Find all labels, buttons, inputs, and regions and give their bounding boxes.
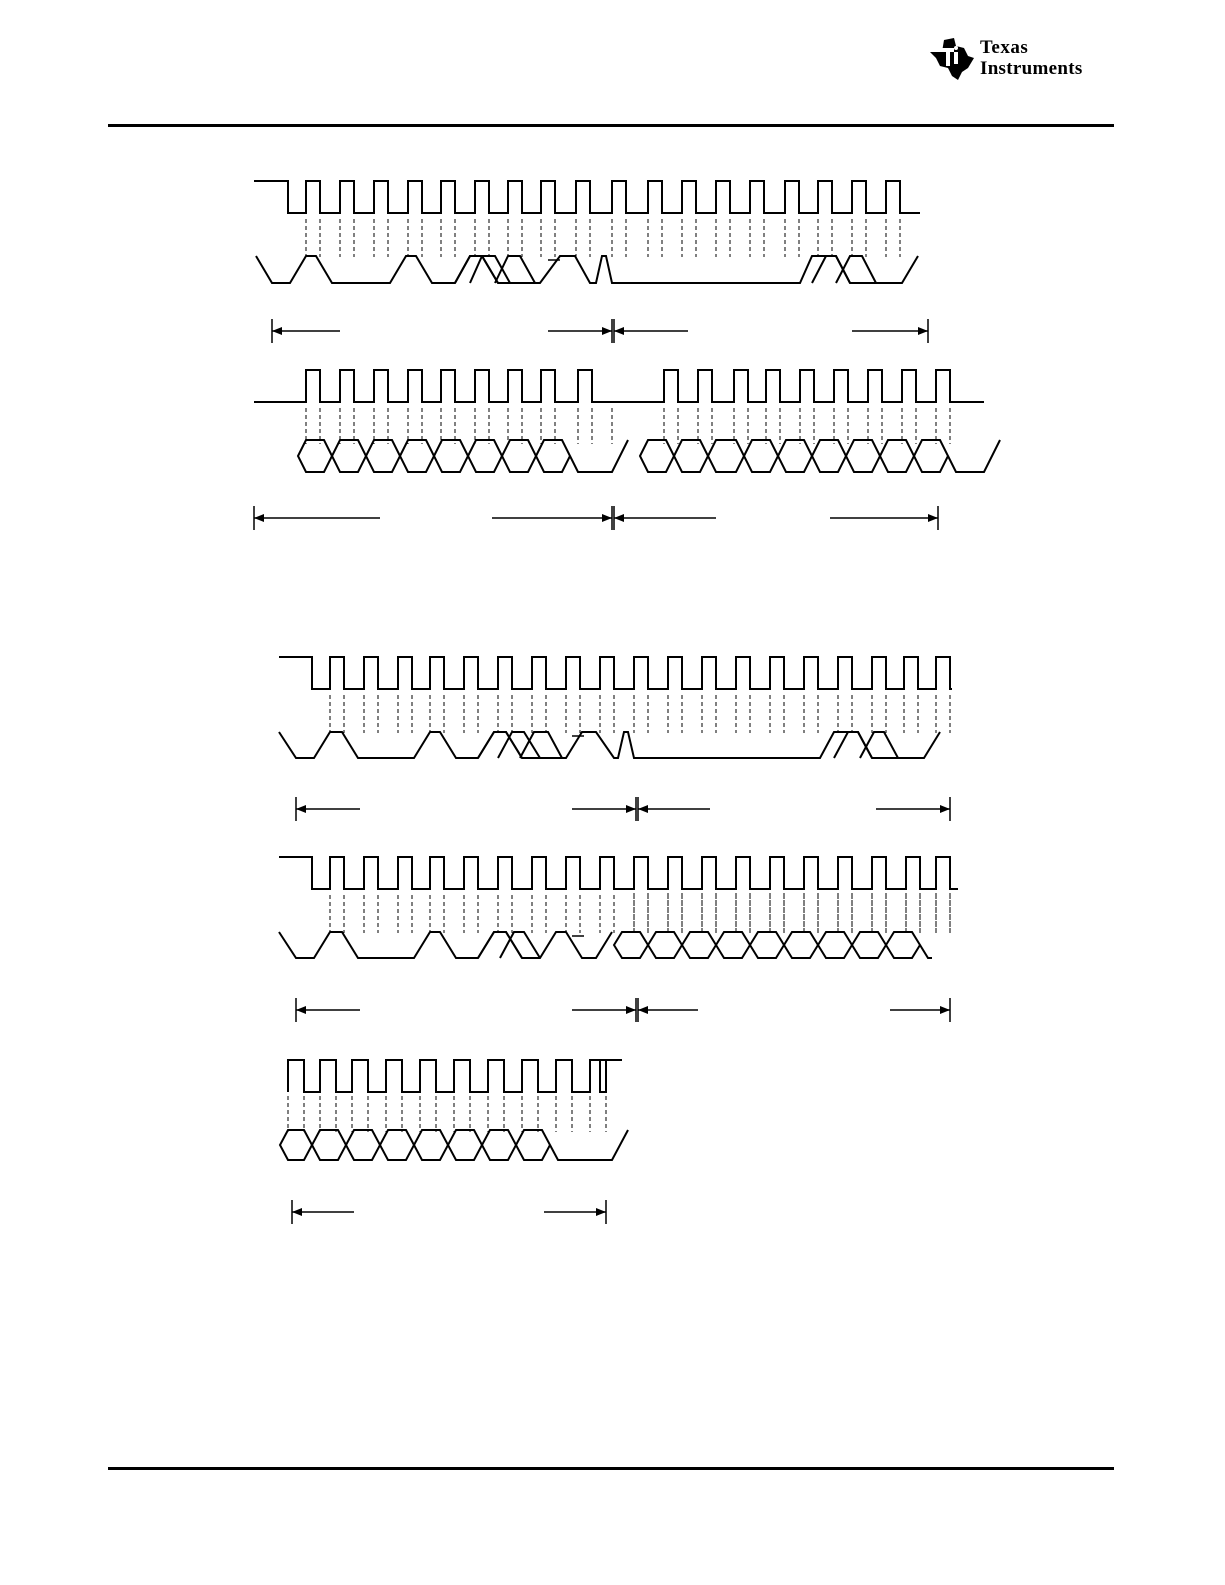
sda-bit-eye xyxy=(400,440,434,472)
sda-bit-eye xyxy=(482,1130,516,1160)
arrow-head-left xyxy=(296,805,306,813)
sda-bit-eye xyxy=(880,440,914,472)
sda-bit-eye xyxy=(682,932,716,958)
sda-bit-eye xyxy=(818,932,852,958)
sda-bit-eye xyxy=(640,440,674,472)
sda-bit-eye xyxy=(298,440,332,472)
sda-bit-eye xyxy=(674,440,708,472)
sda-bit-eye xyxy=(380,1130,414,1160)
sda-bit-eye xyxy=(332,440,366,472)
sda-bit-eye xyxy=(280,1130,312,1160)
sda-bit-eye xyxy=(716,932,750,958)
sda-bit-eye xyxy=(448,1130,482,1160)
arrow-head-right xyxy=(940,1006,950,1014)
sda-bit-eye xyxy=(312,1130,346,1160)
scl-waveform xyxy=(279,657,952,689)
sda-crossing xyxy=(495,256,535,283)
arrow-head-right xyxy=(918,327,928,335)
sda-waveform xyxy=(948,440,1000,472)
sda-bit-eye xyxy=(468,440,502,472)
scl-waveform xyxy=(254,370,984,402)
arrow-head-right xyxy=(596,1208,606,1216)
scl-waveform xyxy=(254,181,920,213)
sda-waveform xyxy=(550,1130,628,1160)
sda-bit-eye xyxy=(812,440,846,472)
sda-crossing xyxy=(478,932,522,958)
sda-waveform xyxy=(279,932,612,958)
arrow-head-left xyxy=(292,1208,302,1216)
arrow-head-left xyxy=(638,805,648,813)
arrow-head-right xyxy=(940,805,950,813)
footer-rule xyxy=(108,1467,1114,1470)
sda-waveform xyxy=(920,945,932,958)
sda-crossing xyxy=(812,256,850,283)
arrow-head-right xyxy=(928,514,938,522)
sda-bit-eye xyxy=(846,440,880,472)
arrow-head-right xyxy=(602,327,612,335)
sda-bit-eye xyxy=(708,440,744,472)
scl-waveform xyxy=(288,1060,622,1092)
arrow-head-left xyxy=(614,514,624,522)
sda-bit-eye xyxy=(516,1130,550,1160)
arrow-head-right xyxy=(626,1006,636,1014)
sda-bit-eye xyxy=(434,440,468,472)
sda-bit-eye xyxy=(886,932,920,958)
sda-bit-eye xyxy=(744,440,778,472)
sda-bit-eye xyxy=(502,440,536,472)
sda-crossing xyxy=(836,256,876,283)
arrow-head-left xyxy=(296,1006,306,1014)
sda-waveform xyxy=(570,440,628,472)
sda-bit-eye xyxy=(852,932,886,958)
sda-bit-eye xyxy=(750,932,784,958)
arrow-head-left xyxy=(614,327,624,335)
sda-bit-eye xyxy=(778,440,812,472)
sda-bit-eye xyxy=(914,440,948,472)
sda-bit-eye xyxy=(614,932,648,958)
arrow-head-left xyxy=(638,1006,648,1014)
arrow-head-left xyxy=(254,514,264,522)
sda-bit-eye xyxy=(784,932,818,958)
sda-bit-eye xyxy=(536,440,570,472)
scl-waveform xyxy=(279,857,958,889)
arrow-head-left xyxy=(272,327,282,335)
sda-bit-eye xyxy=(414,1130,448,1160)
arrow-head-right xyxy=(626,805,636,813)
arrow-head-right xyxy=(602,514,612,522)
sda-bit-eye xyxy=(346,1130,380,1160)
logo-line-instruments: Instruments xyxy=(980,58,1083,79)
logo-line-texas: Texas xyxy=(980,37,1029,58)
sda-bit-eye xyxy=(648,932,682,958)
sda-bit-eye xyxy=(366,440,400,472)
